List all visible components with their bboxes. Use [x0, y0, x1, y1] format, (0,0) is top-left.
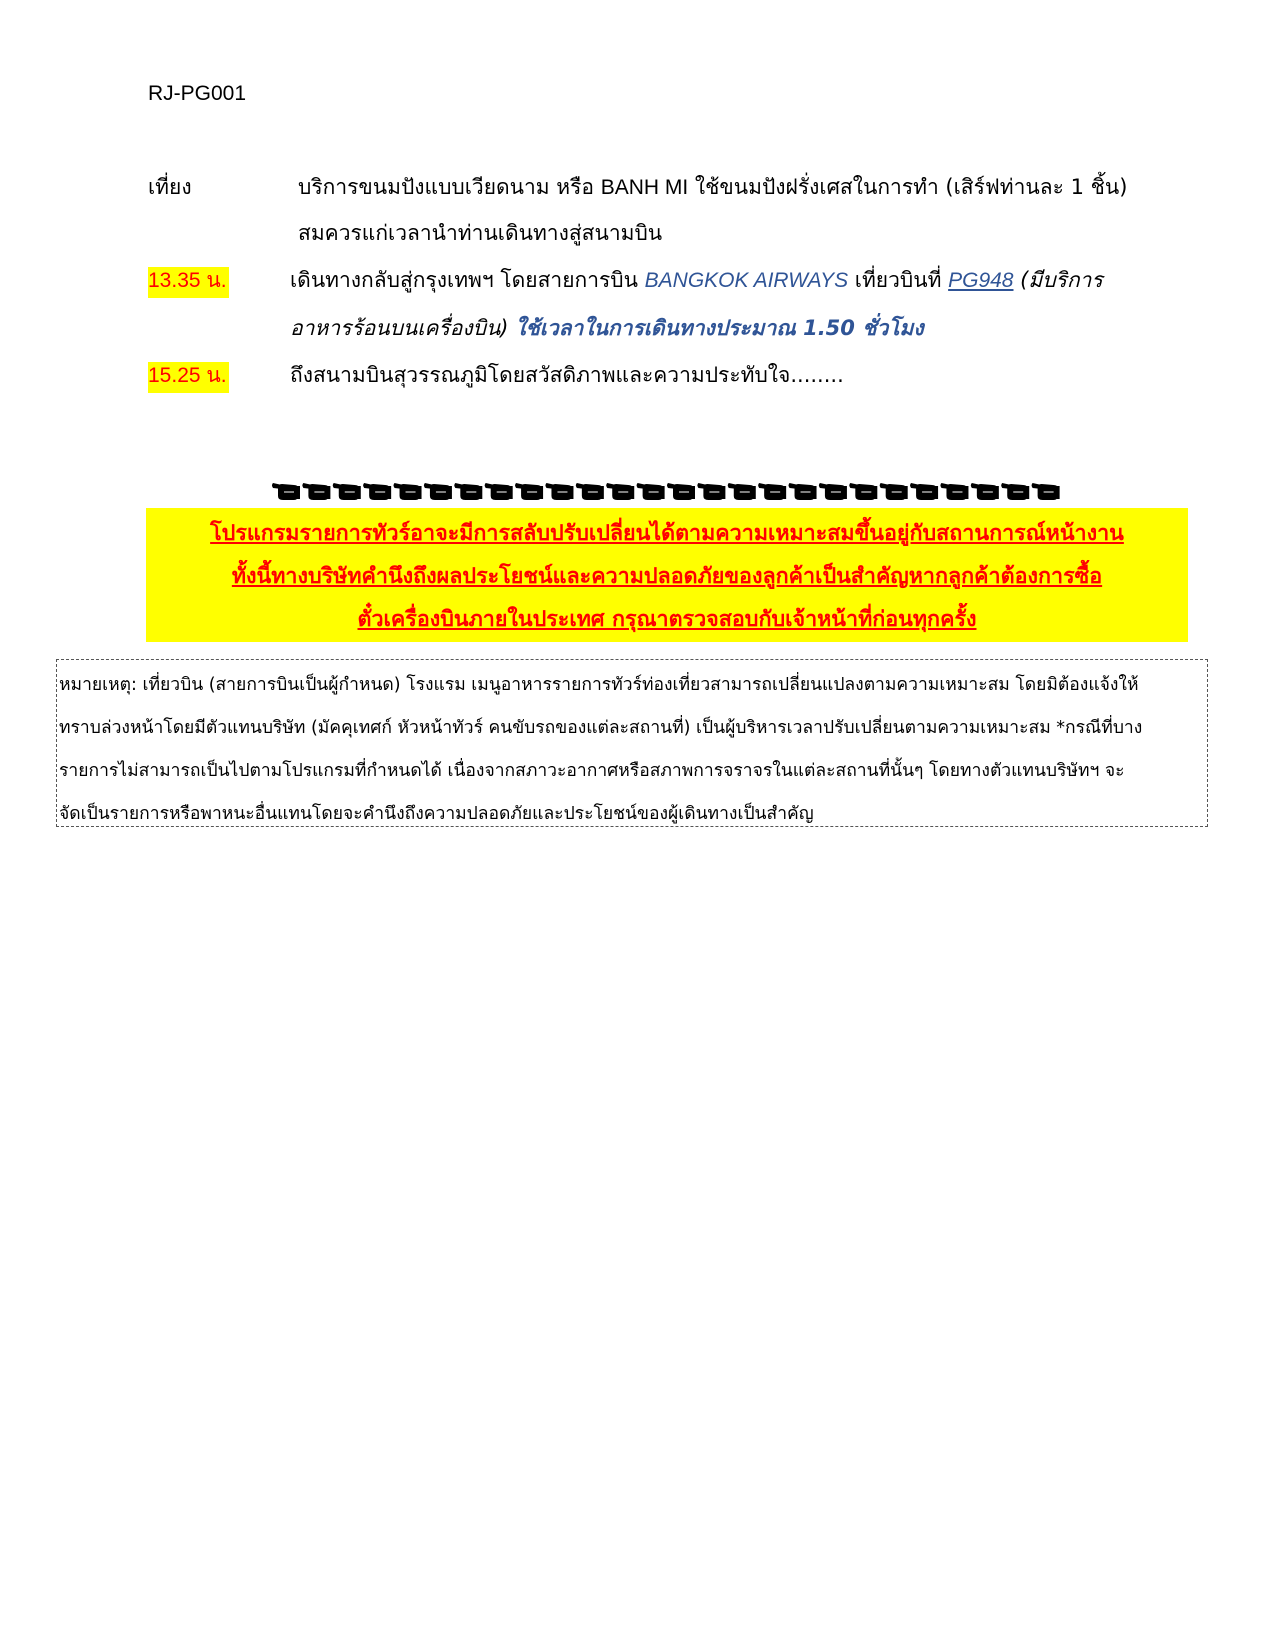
- schedule-noon-text-c: ใช้ขนมปังฝรั่งเศสในการทำ (เสิร์ฟท่านละ 1 ชิ้น): [688, 175, 1128, 199]
- pointing-hand-icon: [1032, 483, 1060, 500]
- pointing-hand-icon: [758, 483, 786, 500]
- schedule-1335-line1: [290, 264, 1103, 297]
- notice-box: [146, 508, 1188, 642]
- schedule-noon-line2: สมควรแก่เวลานำท่านเดินทางสู่สนามบิน: [298, 221, 663, 245]
- flight-number-link[interactable]: PG948: [948, 269, 1014, 292]
- notice-line-3: ตั๋วเครื่องบินภายในประเทศ กรุณาตรวจสอบกับเจ้าหน้าที่ก่อนทุกครั้ง: [357, 607, 977, 632]
- pointing-hand-icon: [819, 483, 847, 500]
- pointing-hand-icon: [576, 483, 604, 500]
- pointing-hand-icon: [606, 483, 634, 500]
- schedule-noon-banh-mi: BANH MI: [600, 176, 689, 199]
- schedule-time-1525: [148, 359, 229, 392]
- schedule-time-1335: [148, 264, 229, 297]
- pointing-hand-icon: [515, 483, 543, 500]
- pointing-hand-icon: [728, 483, 756, 500]
- pointing-hand-icon: [637, 483, 665, 500]
- remark-line-4: จัดเป็นรายการหรือพาหนะอื่นแทนโดยจะคำนึงถึงความปลอดภัยและประโยชน์ของผู้เดินทางเป็นสำคัญ: [59, 804, 814, 824]
- schedule-1335-text-e: (มีบริการ: [1013, 268, 1103, 292]
- remark-box: [56, 659, 1208, 827]
- schedule-noon-text-a: บริการขนมปังแบบเวียดนาม หรือ: [298, 175, 601, 199]
- remark-line-1: หมายเหตุ: เที่ยวบิน (สายการบินเป็นผู้กำหนด) โรงแรม เมนูอาหารรายการทัวร์ท่องเที่ยวสามารถเปลี่ยนแปลงตามความเหมาะสม โดยมิต้องแจ้งให้: [59, 675, 1139, 695]
- pointing-hand-icon: [394, 483, 422, 500]
- remark-line-2: ทราบล่วงหน้าโดยมีตัวแทนบริษัท (มัคคุเทศก์ หัวหน้าทัวร์ คนขับรถของแต่ละสถานที่) เป็นผู้บริหารเวลาปรับเปลี่ยนตามความเหมาะสม *กรณีที่บาง: [59, 718, 1143, 738]
- pointing-hand-icon: [1001, 483, 1029, 500]
- schedule-1335-text-c: เที่ยวบินที่: [848, 268, 949, 292]
- pointing-hand-icon: [910, 483, 938, 500]
- pointing-hand-icon: [697, 483, 725, 500]
- pointing-hand-icon: [667, 483, 695, 500]
- notice-line-1: โปรแกรมรายการทัวร์อาจะมีการสลับปรับเปลี่ยนได้ตามความเหมาะสมขึ้นอยู่กับสถานการณ์หน้างาน: [210, 521, 1124, 546]
- pointing-hands-row: [270, 474, 1060, 504]
- pointing-hand-icon: [333, 483, 361, 500]
- pointing-hand-icon: [454, 483, 482, 500]
- pointing-hand-icon: [302, 483, 330, 500]
- schedule-1335-line2: [290, 312, 924, 345]
- pointing-hand-icon: [363, 483, 391, 500]
- pointing-hand-icon: [424, 483, 452, 500]
- schedule-time-noon: เที่ยง: [148, 175, 192, 199]
- schedule-1335-text-f: อาหารร้อนบนเครื่องบิน): [290, 316, 516, 340]
- schedule-1335-duration: ใช้เวลาในการเดินทางประมาณ 1.50 ชั่วโมง: [515, 316, 924, 340]
- pointing-hand-icon: [789, 483, 817, 500]
- pointing-hand-icon: [940, 483, 968, 500]
- schedule-noon-line1: [298, 171, 1127, 204]
- remark-line-3: รายการไม่สามารถเป็นไปตามโปรแกรมที่กำหนดได้ เนื่องจากสภาวะอากาศหรือสภาพการจราจรในแต่ละสถานที่นั้นๆ โดยทางตัวแทนบริษัทฯ จะ: [59, 761, 1125, 781]
- notice-line-2: ทั้งนี้ทางบริษัทคำนึงถึงผลประโยชน์และความปลอดภัยของลูกค้าเป็นสำคัญหากลูกค้าต้องการซื้อ: [231, 564, 1103, 589]
- pointing-hand-icon: [485, 483, 513, 500]
- time-highlight-1525: 15.25 น.: [148, 362, 229, 393]
- schedule-1335-text-a: เดินทางกลับสู่กรุงเทพฯ โดยสายการบิน: [290, 268, 645, 292]
- pointing-hand-icon: [971, 483, 999, 500]
- pointing-hand-icon: [849, 483, 877, 500]
- schedule-1525-line1: ถึงสนามบินสุวรรณภูมิโดยสวัสดิภาพและความประทับใจ........: [290, 363, 844, 387]
- time-highlight-1335: 13.35 น.: [148, 267, 229, 298]
- pointing-hand-icon: [880, 483, 908, 500]
- airline-name: BANGKOK AIRWAYS: [644, 269, 849, 292]
- pointing-hand-icon: [272, 483, 300, 500]
- pointing-hand-icon: [545, 483, 573, 500]
- document-code: RJ-PG001: [148, 82, 247, 105]
